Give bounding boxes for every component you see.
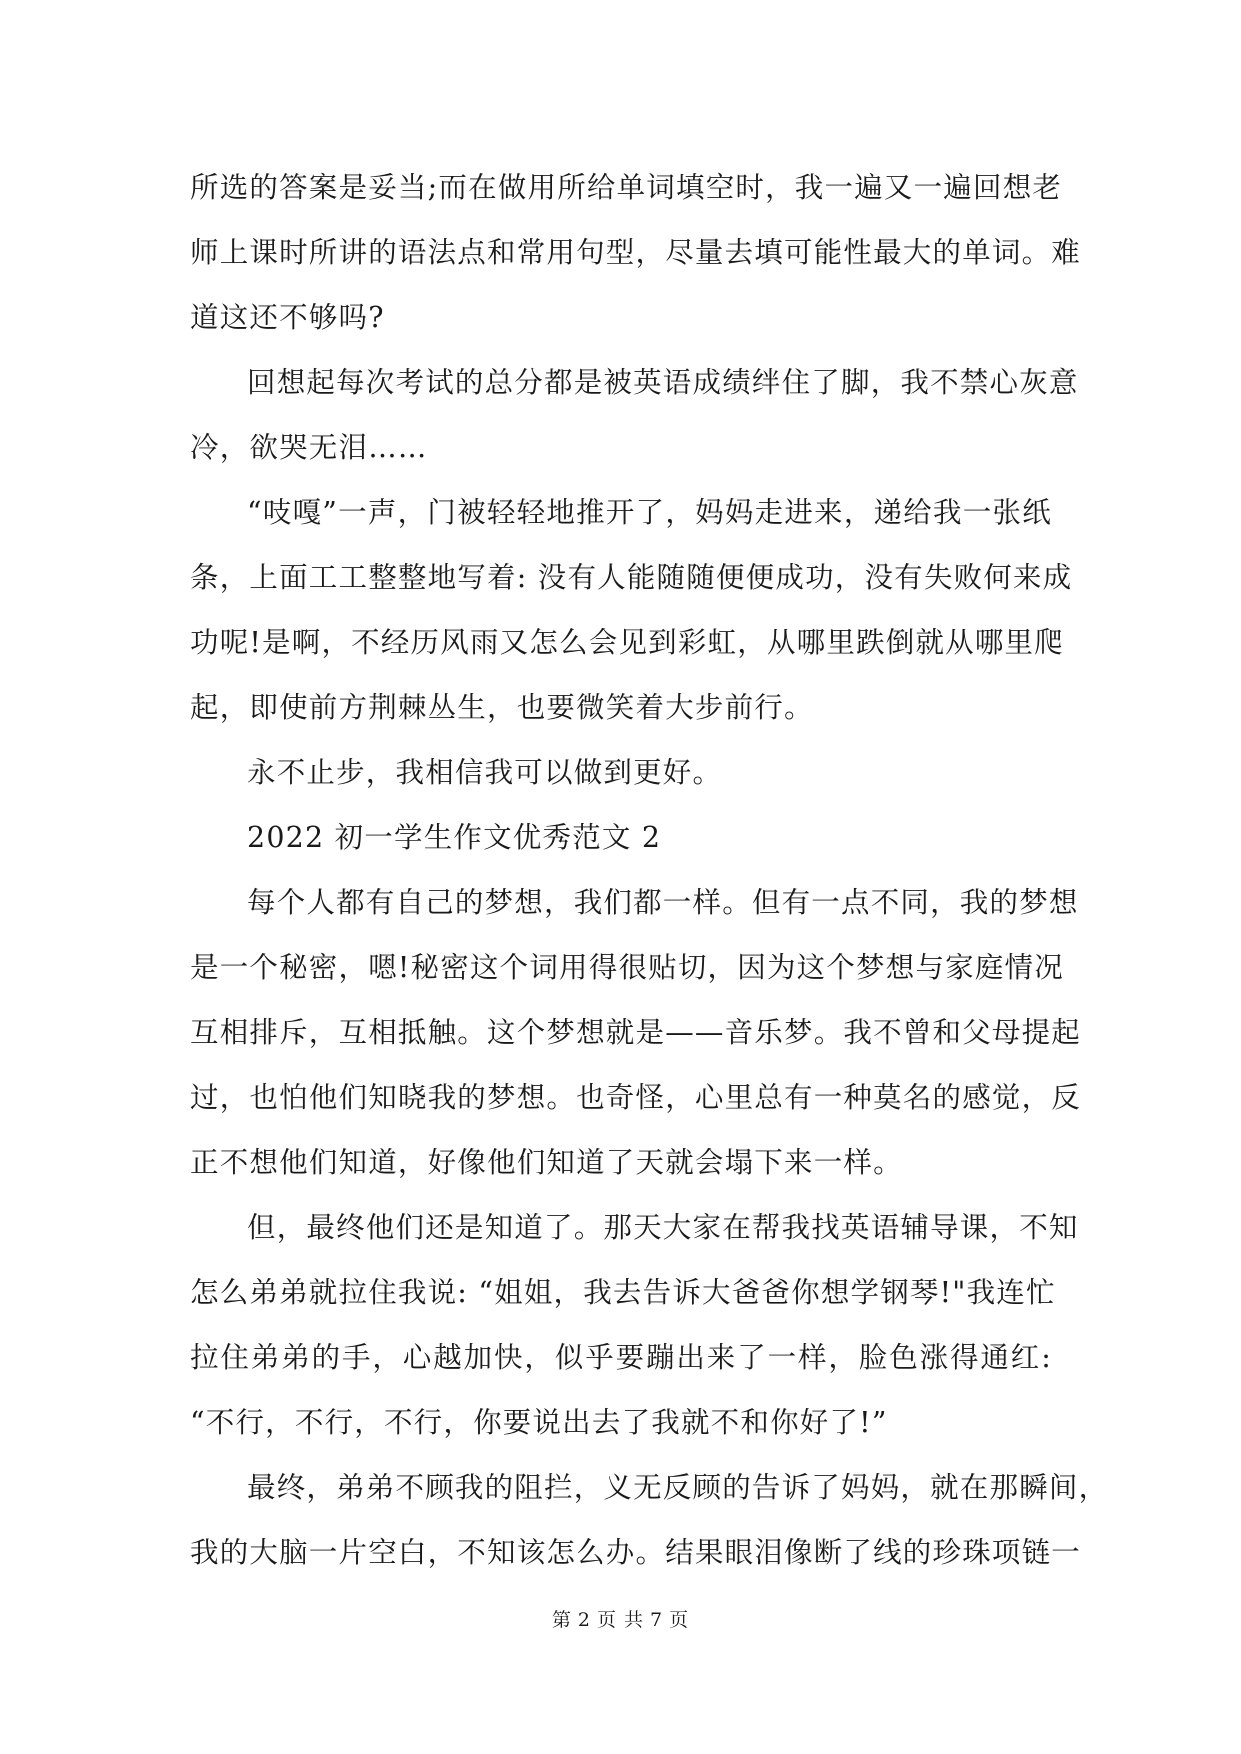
text-line: 冷，欲哭无泪…… (190, 431, 428, 464)
paragraph-start-line: 最终，弟弟不顾我的阻拦，义无反顾的告诉了妈妈，就在那瞬间， (247, 1471, 1109, 1504)
footer-suffix: 页 (669, 1609, 690, 1631)
text-line: 条，上面工工整整地写着: 没有人能随随便便成功，没有失败何来成 (190, 561, 1073, 594)
paragraph-start-line: 回想起每次考试的总分都是被英语成绩绊住了脚，我不禁心灰意 (247, 366, 1079, 399)
text-line: 师上课时所讲的语法点和常用句型，尽量去填可能性最大的单词。难 (190, 236, 1082, 269)
footer-prefix: 第 (551, 1609, 572, 1631)
text-line: 我的大脑一片空白，不知该怎么办。结果眼泪像断了线的珍珠项链一 (190, 1536, 1082, 1569)
section-heading: 2022 初一学生作文优秀范文 2 (247, 821, 662, 854)
text-line: 拉住弟弟的手，心越加快，似乎要蹦出来了一样，脸色涨得通红: (190, 1341, 1052, 1374)
paragraph-start-line: 但，最终他们还是知道了。那天大家在帮我找英语辅导课，不知 (247, 1211, 1079, 1244)
page-footer (0, 1605, 1241, 1632)
text-line: 道这还不够吗? (190, 301, 385, 334)
footer-middle: 页 共 (596, 1609, 645, 1631)
text-line: 正不想他们知道，好像他们知道了天就会塌下来一样。 (190, 1146, 903, 1179)
text-line: 是一个秘密，嗯!秘密这个词用得很贴切，因为这个梦想与家庭情况 (190, 951, 1064, 984)
text-line: 起，即使前方荆棘丛生，也要微笑着大步前行。 (190, 691, 814, 724)
text-line: 互相排斥，互相抵触。这个梦想就是——音乐梦。我不曾和父母提起 (190, 1016, 1082, 1049)
text-line: 怎么弟弟就拉住我说: “姐姐，我去告诉大爸爸你想学钢琴!"我连忙 (190, 1276, 1056, 1309)
current-page-number: 2 (577, 1609, 591, 1631)
document-body (190, 155, 1109, 1585)
text-line: 功呢!是啊，不经历风雨又怎么会见到彩虹，从哪里跌倒就从哪里爬 (190, 626, 1064, 659)
total-pages-number: 7 (650, 1609, 664, 1631)
text-line: 所选的答案是妥当;而在做用所给单词填空时，我一遍又一遍回想老 (190, 171, 1063, 204)
paragraph-start-line: 每个人都有自己的梦想，我们都一样。但有一点不同，我的梦想 (247, 886, 1079, 919)
paragraph-start-line: “吱嘎”一声，门被轻轻地推开了，妈妈走进来，递给我一张纸 (247, 496, 1052, 529)
paragraph-start-line: 永不止步，我相信我可以做到更好。 (247, 756, 723, 789)
text-line: 过，也怕他们知晓我的梦想。也奇怪，心里总有一种莫名的感觉，反 (190, 1081, 1082, 1114)
text-line: “不行，不行，不行，你要说出去了我就不和你好了!” (190, 1406, 888, 1439)
